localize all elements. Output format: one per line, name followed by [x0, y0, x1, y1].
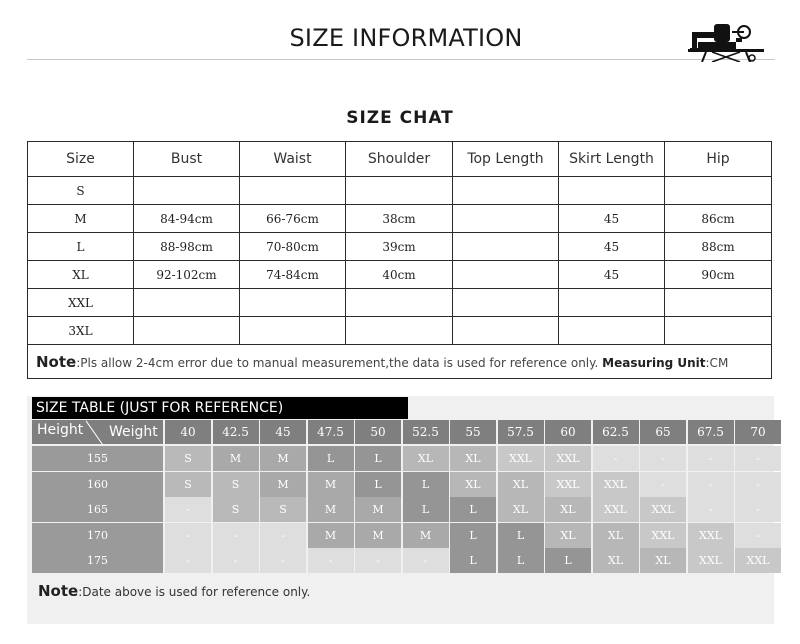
weight-header: 47.5 [308, 420, 354, 444]
size-cell: - [735, 446, 781, 471]
table-cell: 74-84cm [240, 261, 346, 289]
size-cell: - [640, 472, 686, 497]
table-row [28, 177, 772, 205]
table-cell [346, 317, 453, 345]
weight-axis-label: Weight [109, 424, 158, 440]
size-cell: XXL [735, 548, 781, 573]
size-cell: M [308, 523, 354, 548]
unit-label: Measuring Unit [602, 355, 706, 370]
size-cell: S [165, 472, 211, 497]
size-cell: - [688, 446, 734, 471]
table-cell [453, 177, 559, 205]
table-header-row [28, 142, 772, 177]
table-cell [346, 177, 453, 205]
size-cell: XL [498, 472, 544, 497]
weight-header: 50 [355, 420, 401, 444]
table-cell: 88cm [665, 233, 772, 261]
note-label: Note [38, 582, 79, 600]
column-header: Top Length [453, 142, 559, 177]
size-cell: - [213, 548, 259, 573]
sewing-machine-icon [688, 18, 764, 62]
size-cell: S [213, 472, 259, 497]
table-cell [665, 317, 772, 345]
weight-header: 55 [450, 420, 496, 444]
size-cell: L [498, 523, 544, 548]
table-row [28, 289, 772, 317]
bottom-note [38, 582, 310, 600]
size-cell: XL [403, 446, 449, 471]
size-cell: M [28, 205, 134, 233]
size-cell: - [355, 548, 401, 573]
table-cell [559, 317, 665, 345]
table-row [28, 317, 772, 345]
size-cell: - [165, 523, 211, 548]
size-cell: M [260, 446, 306, 471]
size-cell: L [355, 472, 401, 497]
size-cell: L [28, 233, 134, 261]
weight-header: 60 [545, 420, 591, 444]
column-header: Hip [665, 142, 772, 177]
table-cell: 66-76cm [240, 205, 346, 233]
size-table-header-row [32, 420, 774, 444]
size-cell: L [403, 472, 449, 497]
table-cell: 38cm [346, 205, 453, 233]
size-cell: M [260, 472, 306, 497]
size-cell: M [355, 523, 401, 548]
table-cell [559, 289, 665, 317]
table-cell [134, 317, 240, 345]
table-cell [346, 289, 453, 317]
table-cell [240, 289, 346, 317]
size-cell: - [308, 548, 354, 573]
size-cell: M [213, 446, 259, 471]
weight-header: 62.5 [593, 420, 639, 444]
size-cell: XL [640, 548, 686, 573]
table-cell [134, 177, 240, 205]
size-table-row [32, 548, 774, 573]
table-cell [453, 205, 559, 233]
size-cell: L [498, 548, 544, 573]
size-cell: XXL [545, 446, 591, 471]
column-header: Bust [134, 142, 240, 177]
size-table-row [32, 497, 774, 522]
size-cell: - [735, 472, 781, 497]
weight-header: 57.5 [498, 420, 544, 444]
table-cell: 88-98cm [134, 233, 240, 261]
column-header: Shoulder [346, 142, 453, 177]
size-cell: S [213, 497, 259, 522]
size-cell: L [545, 548, 591, 573]
size-cell: - [593, 446, 639, 471]
size-cell: M [355, 497, 401, 522]
weight-header: 45 [260, 420, 306, 444]
table-cell: 40cm [346, 261, 453, 289]
size-cell: M [403, 523, 449, 548]
size-cell: - [260, 523, 306, 548]
table-cell [134, 289, 240, 317]
size-cell: - [735, 523, 781, 548]
table-cell: 39cm [346, 233, 453, 261]
size-cell: XL [450, 446, 496, 471]
size-table-row [32, 523, 774, 548]
header-divider [27, 59, 775, 60]
table-note-row [28, 345, 772, 379]
weight-header: 70 [735, 420, 781, 444]
size-cell: XL [593, 523, 639, 548]
weight-header: 42.5 [213, 420, 259, 444]
note-text: :Date above is used for reference only. [78, 585, 311, 599]
height-axis-label: Height [37, 422, 84, 438]
size-chat-table [27, 141, 772, 379]
table-cell: 86cm [665, 205, 772, 233]
height-header: 170 [32, 523, 163, 548]
size-cell: - [165, 548, 211, 573]
page-title: SIZE INFORMATION [289, 24, 523, 52]
size-cell: XL [593, 548, 639, 573]
measurement-note [28, 345, 772, 379]
height-header: 175 [32, 548, 163, 573]
table-row [28, 261, 772, 289]
size-cell: - [688, 472, 734, 497]
size-table-row [32, 446, 774, 471]
size-table-corner [32, 420, 163, 444]
table-cell [559, 177, 665, 205]
height-header: 160 [32, 472, 163, 497]
table-cell [453, 289, 559, 317]
size-cell: - [260, 548, 306, 573]
size-cell: - [640, 446, 686, 471]
height-header: 155 [32, 446, 163, 471]
weight-header: 52.5 [403, 420, 449, 444]
size-cell: L [450, 548, 496, 573]
size-cell: - [688, 497, 734, 522]
size-cell: XL [28, 261, 134, 289]
size-cell: - [213, 523, 259, 548]
size-cell: XL [450, 472, 496, 497]
size-chat-title: SIZE CHAT [346, 108, 454, 128]
size-cell: XL [498, 497, 544, 522]
weight-header: 40 [165, 420, 211, 444]
corner-divider [85, 420, 103, 444]
size-cell: XXL [688, 523, 734, 548]
size-cell: - [403, 548, 449, 573]
table-cell: 45 [559, 233, 665, 261]
table-cell [240, 317, 346, 345]
table-row [28, 205, 772, 233]
weight-header: 65 [640, 420, 686, 444]
size-cell: L [450, 497, 496, 522]
size-cell: XL [545, 523, 591, 548]
size-cell: XL [545, 497, 591, 522]
size-cell: XXL [545, 472, 591, 497]
table-cell: 92-102cm [134, 261, 240, 289]
unit-value: :CM [705, 355, 729, 370]
table-cell: 70-80cm [240, 233, 346, 261]
column-header: Size [28, 142, 134, 177]
size-cell: L [450, 523, 496, 548]
weight-header: 67.5 [688, 420, 734, 444]
column-header: Skirt Length [559, 142, 665, 177]
size-cell: XXL [593, 472, 639, 497]
size-cell: XXL [640, 497, 686, 522]
size-cell: XXL [498, 446, 544, 471]
column-header: Waist [240, 142, 346, 177]
size-cell: S [260, 497, 306, 522]
size-cell: XXL [28, 289, 134, 317]
table-cell: 90cm [665, 261, 772, 289]
size-table-title: SIZE TABLE (JUST FOR REFERENCE) [32, 397, 408, 419]
size-cell: S [28, 177, 134, 205]
note-label: Note [36, 352, 77, 371]
table-cell [453, 317, 559, 345]
table-cell [453, 233, 559, 261]
table-cell [240, 177, 346, 205]
table-cell [665, 177, 772, 205]
table-row [28, 233, 772, 261]
size-cell: L [403, 497, 449, 522]
table-cell [665, 289, 772, 317]
size-cell: M [308, 472, 354, 497]
size-cell: S [165, 446, 211, 471]
size-cell: XXL [593, 497, 639, 522]
height-header: 165 [32, 497, 163, 522]
table-cell: 45 [559, 205, 665, 233]
note-text: :Pls allow 2-4cm error due to manual measurement,the data is used for reference only. [76, 355, 603, 370]
table-cell: 84-94cm [134, 205, 240, 233]
size-cell: - [165, 497, 211, 522]
size-cell: 3XL [28, 317, 134, 345]
size-cell: M [308, 497, 354, 522]
size-cell: - [735, 497, 781, 522]
size-cell: L [355, 446, 401, 471]
size-cell: XXL [640, 523, 686, 548]
table-cell [453, 261, 559, 289]
size-table-row [32, 472, 774, 497]
table-cell: 45 [559, 261, 665, 289]
size-cell: XXL [688, 548, 734, 573]
size-cell: L [308, 446, 354, 471]
